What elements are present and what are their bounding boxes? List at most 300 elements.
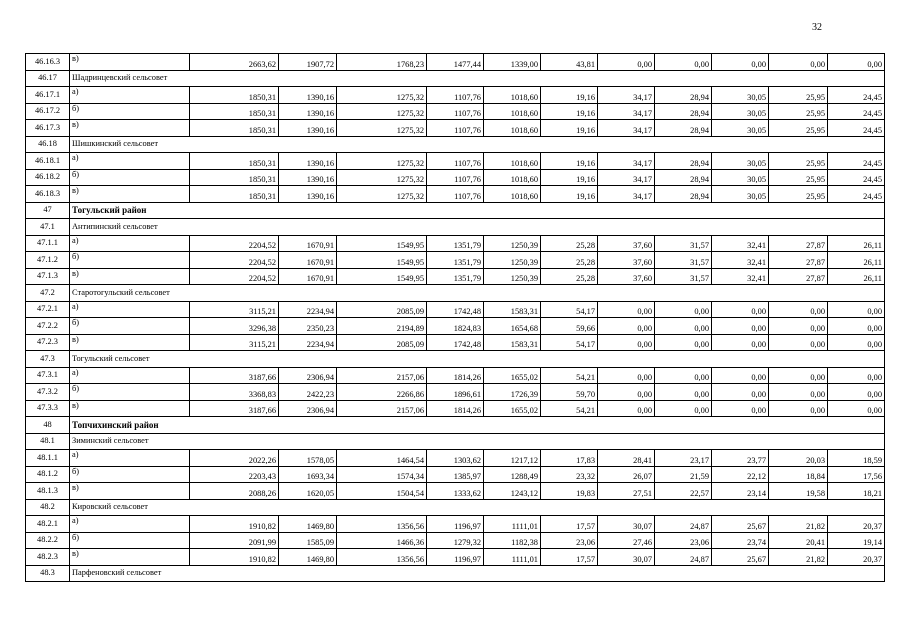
value-cell: 0,00 bbox=[769, 301, 828, 318]
row-code: 47 bbox=[26, 202, 70, 219]
value-cell: 34,17 bbox=[598, 103, 655, 120]
table-row bbox=[26, 153, 885, 170]
row-code: 47.3.3 bbox=[26, 400, 70, 417]
value-cell: 1107,76 bbox=[427, 103, 484, 120]
value-cell: 0,00 bbox=[655, 384, 712, 401]
value-cell: 1578,05 bbox=[279, 450, 337, 467]
value-cell: 1018,60 bbox=[484, 169, 541, 186]
value-cell: 0,00 bbox=[828, 367, 885, 384]
value-cell: 3187,66 bbox=[190, 400, 279, 417]
value-cell: 20,03 bbox=[769, 450, 828, 467]
value-cell: 0,00 bbox=[655, 54, 712, 71]
value-cell: 1275,32 bbox=[337, 87, 427, 104]
value-cell: 1768,23 bbox=[337, 54, 427, 71]
value-cell: 1583,31 bbox=[484, 334, 541, 351]
value-cell: 31,57 bbox=[655, 252, 712, 269]
value-cell: 18,59 bbox=[828, 450, 885, 467]
value-cell: 26,11 bbox=[828, 268, 885, 285]
value-cell: 2266,86 bbox=[337, 384, 427, 401]
value-cell: 2091,99 bbox=[190, 532, 279, 549]
table-row bbox=[26, 54, 885, 71]
value-cell: 1469,80 bbox=[279, 516, 337, 533]
value-cell: 1464,54 bbox=[337, 450, 427, 467]
value-cell: 3368,83 bbox=[190, 384, 279, 401]
value-cell: 1574,34 bbox=[337, 466, 427, 483]
value-cell: 1693,34 bbox=[279, 466, 337, 483]
value-cell: 2350,23 bbox=[279, 318, 337, 335]
value-cell: 27,87 bbox=[769, 252, 828, 269]
value-cell: 31,57 bbox=[655, 268, 712, 285]
table-row bbox=[26, 532, 885, 549]
value-cell: 0,00 bbox=[828, 334, 885, 351]
district-header-row bbox=[26, 417, 885, 434]
value-cell: 1018,60 bbox=[484, 186, 541, 203]
value-cell: 1850,31 bbox=[190, 120, 279, 137]
value-cell: 34,17 bbox=[598, 87, 655, 104]
value-cell: 1466,36 bbox=[337, 532, 427, 549]
row-variant-label: в) bbox=[70, 549, 190, 566]
value-cell: 1390,16 bbox=[279, 103, 337, 120]
value-cell: 1620,05 bbox=[279, 483, 337, 500]
value-cell: 28,94 bbox=[655, 153, 712, 170]
value-cell: 18,21 bbox=[828, 483, 885, 500]
table-row bbox=[26, 334, 885, 351]
row-code: 48.3 bbox=[26, 565, 70, 582]
value-cell: 2204,52 bbox=[190, 235, 279, 252]
value-cell: 32,41 bbox=[712, 268, 769, 285]
table-row bbox=[26, 318, 885, 335]
section-title: Зиминский сельсовет bbox=[70, 433, 885, 450]
value-cell: 1549,95 bbox=[337, 252, 427, 269]
table-row bbox=[26, 235, 885, 252]
row-variant-label: а) bbox=[70, 301, 190, 318]
value-cell: 1351,79 bbox=[427, 235, 484, 252]
value-cell: 1850,31 bbox=[190, 103, 279, 120]
value-cell: 0,00 bbox=[712, 367, 769, 384]
value-cell: 54,21 bbox=[541, 400, 598, 417]
value-cell: 19,16 bbox=[541, 120, 598, 137]
value-cell: 30,05 bbox=[712, 169, 769, 186]
value-cell: 2157,06 bbox=[337, 400, 427, 417]
value-cell: 17,57 bbox=[541, 516, 598, 533]
value-cell: 1583,31 bbox=[484, 301, 541, 318]
value-cell: 1549,95 bbox=[337, 235, 427, 252]
value-cell: 1243,12 bbox=[484, 483, 541, 500]
section-title: Шишкинский сельсовет bbox=[70, 136, 885, 153]
value-cell: 0,00 bbox=[598, 400, 655, 417]
value-cell: 30,05 bbox=[712, 87, 769, 104]
value-cell: 1850,31 bbox=[190, 87, 279, 104]
value-cell: 1549,95 bbox=[337, 268, 427, 285]
row-code: 48.2 bbox=[26, 499, 70, 516]
value-cell: 1107,76 bbox=[427, 153, 484, 170]
value-cell: 1896,61 bbox=[427, 384, 484, 401]
value-cell: 27,46 bbox=[598, 532, 655, 549]
row-variant-label: б) bbox=[70, 103, 190, 120]
section-header-row bbox=[26, 499, 885, 516]
value-cell: 0,00 bbox=[712, 54, 769, 71]
value-cell: 25,67 bbox=[712, 549, 769, 566]
value-cell: 0,00 bbox=[769, 318, 828, 335]
row-code: 48.2.3 bbox=[26, 549, 70, 566]
row-code: 47.1.2 bbox=[26, 252, 70, 269]
value-cell: 19,14 bbox=[828, 532, 885, 549]
value-cell: 2022,26 bbox=[190, 450, 279, 467]
section-title: Парфеновский сельсовет bbox=[70, 565, 885, 582]
row-code: 46.18.3 bbox=[26, 186, 70, 203]
row-variant-label: б) bbox=[70, 384, 190, 401]
section-header-row bbox=[26, 70, 885, 87]
row-variant-label: в) bbox=[70, 334, 190, 351]
value-cell: 27,87 bbox=[769, 235, 828, 252]
value-cell: 1250,39 bbox=[484, 268, 541, 285]
row-variant-label: в) bbox=[70, 483, 190, 500]
value-cell: 0,00 bbox=[712, 384, 769, 401]
value-cell: 1303,62 bbox=[427, 450, 484, 467]
row-code: 46.18.1 bbox=[26, 153, 70, 170]
table-row bbox=[26, 268, 885, 285]
value-cell: 1275,32 bbox=[337, 153, 427, 170]
section-header-row bbox=[26, 285, 885, 302]
value-cell: 0,00 bbox=[769, 334, 828, 351]
value-cell: 2306,94 bbox=[279, 400, 337, 417]
value-cell: 1469,80 bbox=[279, 549, 337, 566]
section-title: Тогульский сельсовет bbox=[70, 351, 885, 368]
row-code: 48.1.3 bbox=[26, 483, 70, 500]
value-cell: 1742,48 bbox=[427, 301, 484, 318]
value-cell: 1333,62 bbox=[427, 483, 484, 500]
section-title: Старотогульский сельсовет bbox=[70, 285, 885, 302]
row-variant-label: в) bbox=[70, 268, 190, 285]
value-cell: 1850,31 bbox=[190, 169, 279, 186]
page-number: 32 bbox=[812, 22, 822, 33]
section-title: Антипинский сельсовет bbox=[70, 219, 885, 236]
value-cell: 59,66 bbox=[541, 318, 598, 335]
value-cell: 3115,21 bbox=[190, 334, 279, 351]
value-cell: 1504,54 bbox=[337, 483, 427, 500]
value-cell: 0,00 bbox=[655, 318, 712, 335]
value-cell: 1670,91 bbox=[279, 268, 337, 285]
value-cell: 1351,79 bbox=[427, 268, 484, 285]
row-code: 47.2 bbox=[26, 285, 70, 302]
value-cell: 34,17 bbox=[598, 186, 655, 203]
value-cell: 1275,32 bbox=[337, 169, 427, 186]
value-cell: 0,00 bbox=[828, 301, 885, 318]
row-code: 47.1.1 bbox=[26, 235, 70, 252]
value-cell: 1390,16 bbox=[279, 186, 337, 203]
value-cell: 23,74 bbox=[712, 532, 769, 549]
row-code: 47.3 bbox=[26, 351, 70, 368]
value-cell: 24,45 bbox=[828, 186, 885, 203]
value-cell: 1107,76 bbox=[427, 186, 484, 203]
row-code: 46.17.3 bbox=[26, 120, 70, 137]
row-variant-label: в) bbox=[70, 120, 190, 137]
row-code: 47.2.1 bbox=[26, 301, 70, 318]
value-cell: 2194,89 bbox=[337, 318, 427, 335]
value-cell: 30,05 bbox=[712, 153, 769, 170]
value-cell: 1111,01 bbox=[484, 549, 541, 566]
value-cell: 19,16 bbox=[541, 186, 598, 203]
value-cell: 1356,56 bbox=[337, 549, 427, 566]
value-cell: 0,00 bbox=[712, 400, 769, 417]
value-cell: 19,16 bbox=[541, 169, 598, 186]
value-cell: 1217,12 bbox=[484, 450, 541, 467]
value-cell: 2663,62 bbox=[190, 54, 279, 71]
value-cell: 1275,32 bbox=[337, 120, 427, 137]
table-row bbox=[26, 483, 885, 500]
value-cell: 1107,76 bbox=[427, 87, 484, 104]
table-row bbox=[26, 87, 885, 104]
value-cell: 25,28 bbox=[541, 235, 598, 252]
section-header-row bbox=[26, 136, 885, 153]
value-cell: 21,59 bbox=[655, 466, 712, 483]
row-variant-label: б) bbox=[70, 532, 190, 549]
row-variant-label: в) bbox=[70, 54, 190, 71]
value-cell: 24,87 bbox=[655, 516, 712, 533]
value-cell: 2088,26 bbox=[190, 483, 279, 500]
value-cell: 25,67 bbox=[712, 516, 769, 533]
value-cell: 28,94 bbox=[655, 87, 712, 104]
value-cell: 0,00 bbox=[655, 367, 712, 384]
value-cell: 34,17 bbox=[598, 120, 655, 137]
value-cell: 1390,16 bbox=[279, 87, 337, 104]
value-cell: 1742,48 bbox=[427, 334, 484, 351]
value-cell: 20,37 bbox=[828, 549, 885, 566]
value-cell: 25,95 bbox=[769, 186, 828, 203]
value-cell: 20,37 bbox=[828, 516, 885, 533]
value-cell: 1850,31 bbox=[190, 153, 279, 170]
value-cell: 37,60 bbox=[598, 235, 655, 252]
value-cell: 25,28 bbox=[541, 252, 598, 269]
row-code: 46.17 bbox=[26, 70, 70, 87]
value-cell: 2422,23 bbox=[279, 384, 337, 401]
value-cell: 1670,91 bbox=[279, 235, 337, 252]
value-cell: 54,17 bbox=[541, 301, 598, 318]
value-cell: 2204,52 bbox=[190, 252, 279, 269]
value-cell: 34,17 bbox=[598, 153, 655, 170]
value-cell: 1250,39 bbox=[484, 235, 541, 252]
value-cell: 0,00 bbox=[712, 301, 769, 318]
row-code: 48.2.2 bbox=[26, 532, 70, 549]
value-cell: 0,00 bbox=[769, 400, 828, 417]
row-variant-label: а) bbox=[70, 87, 190, 104]
value-cell: 24,45 bbox=[828, 87, 885, 104]
value-cell: 54,17 bbox=[541, 334, 598, 351]
value-cell: 23,06 bbox=[541, 532, 598, 549]
table-row bbox=[26, 450, 885, 467]
value-cell: 1182,38 bbox=[484, 532, 541, 549]
table-row bbox=[26, 516, 885, 533]
value-cell: 0,00 bbox=[828, 54, 885, 71]
value-cell: 1107,76 bbox=[427, 169, 484, 186]
value-cell: 2085,09 bbox=[337, 334, 427, 351]
table-row bbox=[26, 549, 885, 566]
value-cell: 1910,82 bbox=[190, 516, 279, 533]
value-cell: 37,60 bbox=[598, 252, 655, 269]
value-cell: 0,00 bbox=[655, 400, 712, 417]
row-variant-label: б) bbox=[70, 169, 190, 186]
value-cell: 0,00 bbox=[828, 318, 885, 335]
row-code: 46.17.1 bbox=[26, 87, 70, 104]
value-cell: 30,05 bbox=[712, 186, 769, 203]
value-cell: 1477,44 bbox=[427, 54, 484, 71]
value-cell: 23,06 bbox=[655, 532, 712, 549]
value-cell: 26,11 bbox=[828, 252, 885, 269]
section-title: Кировский сельсовет bbox=[70, 499, 885, 516]
value-cell: 24,45 bbox=[828, 169, 885, 186]
value-cell: 2203,43 bbox=[190, 466, 279, 483]
district-title: Топчихинский район bbox=[70, 417, 885, 434]
value-cell: 1385,97 bbox=[427, 466, 484, 483]
value-cell: 1275,32 bbox=[337, 186, 427, 203]
value-cell: 1018,60 bbox=[484, 153, 541, 170]
value-cell: 1018,60 bbox=[484, 120, 541, 137]
value-cell: 0,00 bbox=[828, 384, 885, 401]
value-cell: 21,82 bbox=[769, 549, 828, 566]
table-row bbox=[26, 186, 885, 203]
value-cell: 18,84 bbox=[769, 466, 828, 483]
value-cell: 1585,09 bbox=[279, 532, 337, 549]
value-cell: 0,00 bbox=[598, 367, 655, 384]
value-cell: 30,05 bbox=[712, 120, 769, 137]
row-variant-label: в) bbox=[70, 400, 190, 417]
row-variant-label: а) bbox=[70, 153, 190, 170]
row-code: 46.18.2 bbox=[26, 169, 70, 186]
row-code: 46.16.3 bbox=[26, 54, 70, 71]
row-variant-label: б) bbox=[70, 252, 190, 269]
value-cell: 1726,39 bbox=[484, 384, 541, 401]
value-cell: 25,95 bbox=[769, 103, 828, 120]
value-cell: 19,16 bbox=[541, 87, 598, 104]
value-cell: 3115,21 bbox=[190, 301, 279, 318]
value-cell: 0,00 bbox=[598, 54, 655, 71]
value-cell: 30,07 bbox=[598, 516, 655, 533]
row-code: 47.2.3 bbox=[26, 334, 70, 351]
value-cell: 2234,94 bbox=[279, 301, 337, 318]
value-cell: 1356,56 bbox=[337, 516, 427, 533]
value-cell: 1390,16 bbox=[279, 120, 337, 137]
value-cell: 19,16 bbox=[541, 153, 598, 170]
value-cell: 1107,76 bbox=[427, 120, 484, 137]
row-variant-label: а) bbox=[70, 450, 190, 467]
table-row bbox=[26, 301, 885, 318]
row-variant-label: б) bbox=[70, 466, 190, 483]
value-cell: 1670,91 bbox=[279, 252, 337, 269]
value-cell: 19,58 bbox=[769, 483, 828, 500]
value-cell: 1196,97 bbox=[427, 549, 484, 566]
value-cell: 2157,06 bbox=[337, 367, 427, 384]
value-cell: 1814,26 bbox=[427, 400, 484, 417]
value-cell: 0,00 bbox=[598, 334, 655, 351]
value-cell: 25,95 bbox=[769, 87, 828, 104]
value-cell: 3296,38 bbox=[190, 318, 279, 335]
row-variant-label: в) bbox=[70, 186, 190, 203]
row-variant-label: а) bbox=[70, 367, 190, 384]
table-row bbox=[26, 466, 885, 483]
value-cell: 0,00 bbox=[655, 334, 712, 351]
value-cell: 25,95 bbox=[769, 120, 828, 137]
table-row bbox=[26, 384, 885, 401]
value-cell: 32,41 bbox=[712, 235, 769, 252]
value-cell: 27,87 bbox=[769, 268, 828, 285]
row-code: 48.1 bbox=[26, 433, 70, 450]
table-body bbox=[26, 54, 885, 582]
value-cell: 1390,16 bbox=[279, 153, 337, 170]
value-cell: 1111,01 bbox=[484, 516, 541, 533]
value-cell: 32,41 bbox=[712, 252, 769, 269]
value-cell: 24,45 bbox=[828, 153, 885, 170]
value-cell: 1907,72 bbox=[279, 54, 337, 71]
value-cell: 0,00 bbox=[712, 334, 769, 351]
value-cell: 0,00 bbox=[769, 384, 828, 401]
row-code: 47.3.1 bbox=[26, 367, 70, 384]
row-variant-label: б) bbox=[70, 318, 190, 335]
district-title: Тогульский район bbox=[70, 202, 885, 219]
value-cell: 19,16 bbox=[541, 103, 598, 120]
value-cell: 1018,60 bbox=[484, 87, 541, 104]
value-cell: 0,00 bbox=[769, 367, 828, 384]
value-cell: 2306,94 bbox=[279, 367, 337, 384]
table-row bbox=[26, 120, 885, 137]
value-cell: 1275,32 bbox=[337, 103, 427, 120]
value-cell: 23,32 bbox=[541, 466, 598, 483]
value-cell: 0,00 bbox=[655, 301, 712, 318]
value-cell: 23,17 bbox=[655, 450, 712, 467]
row-code: 46.17.2 bbox=[26, 103, 70, 120]
value-cell: 1279,32 bbox=[427, 532, 484, 549]
value-cell: 0,00 bbox=[598, 384, 655, 401]
value-cell: 24,45 bbox=[828, 120, 885, 137]
value-cell: 28,94 bbox=[655, 120, 712, 137]
district-header-row bbox=[26, 202, 885, 219]
row-code: 48 bbox=[26, 417, 70, 434]
value-cell: 1288,49 bbox=[484, 466, 541, 483]
row-code: 48.2.1 bbox=[26, 516, 70, 533]
value-cell: 24,87 bbox=[655, 549, 712, 566]
value-cell: 0,00 bbox=[598, 318, 655, 335]
value-cell: 2234,94 bbox=[279, 334, 337, 351]
value-cell: 17,56 bbox=[828, 466, 885, 483]
value-cell: 30,07 bbox=[598, 549, 655, 566]
value-cell: 0,00 bbox=[598, 301, 655, 318]
value-cell: 23,77 bbox=[712, 450, 769, 467]
value-cell: 2204,52 bbox=[190, 268, 279, 285]
row-variant-label: а) bbox=[70, 516, 190, 533]
value-cell: 26,07 bbox=[598, 466, 655, 483]
value-cell: 30,05 bbox=[712, 103, 769, 120]
row-code: 47.2.2 bbox=[26, 318, 70, 335]
value-cell: 25,95 bbox=[769, 169, 828, 186]
value-cell: 28,94 bbox=[655, 169, 712, 186]
value-cell: 1655,02 bbox=[484, 367, 541, 384]
table-row bbox=[26, 400, 885, 417]
table-row bbox=[26, 367, 885, 384]
value-cell: 1196,97 bbox=[427, 516, 484, 533]
section-title: Шадринцевский сельсовет bbox=[70, 70, 885, 87]
value-cell: 3187,66 bbox=[190, 367, 279, 384]
value-cell: 59,70 bbox=[541, 384, 598, 401]
value-cell: 26,11 bbox=[828, 235, 885, 252]
row-code: 46.18 bbox=[26, 136, 70, 153]
table-row bbox=[26, 103, 885, 120]
section-header-row bbox=[26, 433, 885, 450]
row-code: 48.1.1 bbox=[26, 450, 70, 467]
row-code: 48.1.2 bbox=[26, 466, 70, 483]
value-cell: 1654,68 bbox=[484, 318, 541, 335]
section-header-row bbox=[26, 219, 885, 236]
value-cell: 1339,00 bbox=[484, 54, 541, 71]
value-cell: 22,12 bbox=[712, 466, 769, 483]
